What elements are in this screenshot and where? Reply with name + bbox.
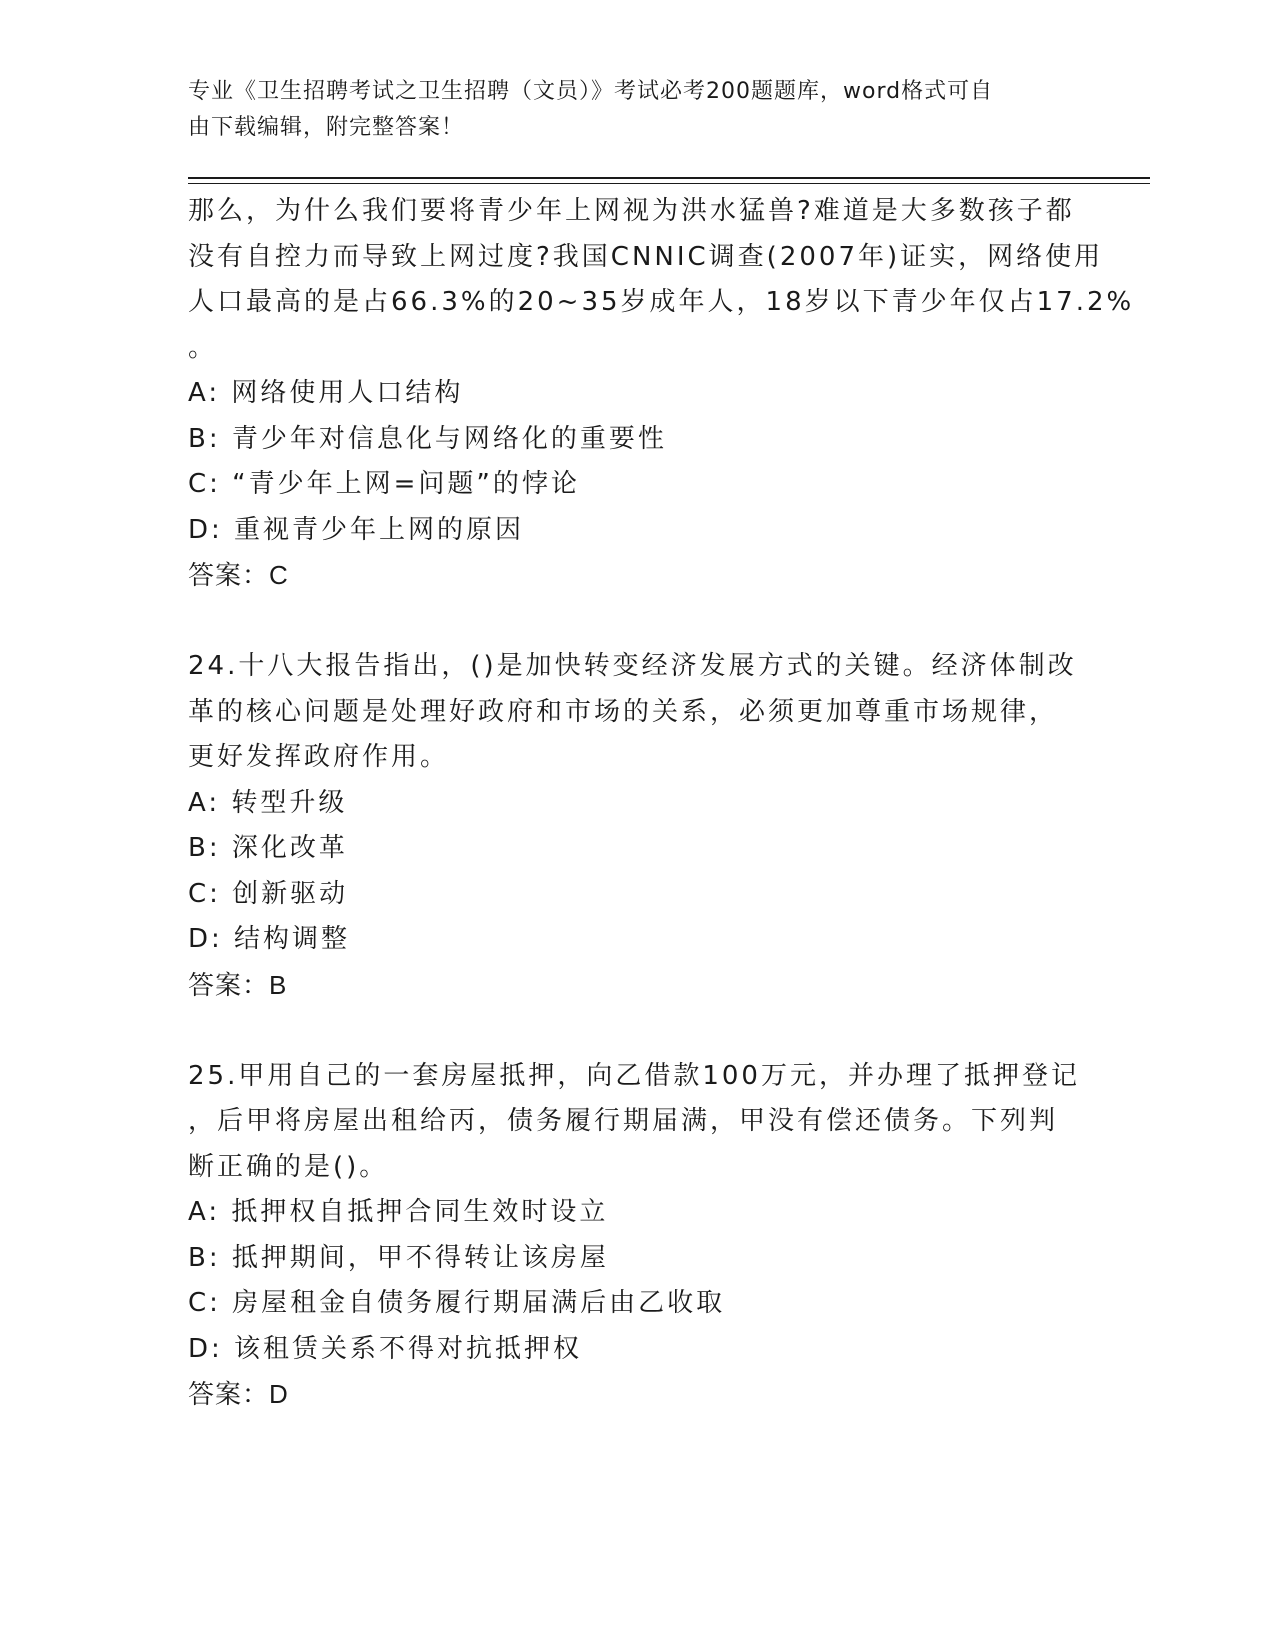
option-b: B: 深化改革 xyxy=(188,833,348,863)
question-stem-line: 那么，为什么我们要将青少年上网视为洪水猛兽?难道是大多数孩子都 xyxy=(188,196,1075,226)
answer-label: 答案：D xyxy=(188,1379,289,1409)
question-stem-line: 断正确的是()。 xyxy=(188,1151,389,1182)
question-block-23 xyxy=(188,189,1135,599)
option-b: B: 抵押期间，甲不得转让该房屋 xyxy=(188,1242,609,1273)
answer-label: 答案：C xyxy=(188,560,289,590)
question-stem-line: 25.甲用自己的一套房屋抵押，向乙借款100万元，并办理了抵押登记 xyxy=(188,1060,1080,1091)
option-d: D: 结构调整 xyxy=(188,924,351,954)
answer-label: 答案：B xyxy=(188,969,288,1000)
option-c: C: “青少年上网=问题”的悖论 xyxy=(188,469,580,499)
question-stem-line: 革的核心问题是处理好政府和市场的关系，必须更加尊重市场规律， xyxy=(188,696,1059,727)
option-a: A: 网络使用人口结构 xyxy=(188,378,464,408)
option-a: A: 抵押权自抵押合同生效时设立 xyxy=(188,1197,609,1227)
question-stem-line: 更好发挥政府作用。 xyxy=(188,742,450,772)
option-c: C: 房屋租金自债务履行期届满后由乙收取 xyxy=(188,1288,726,1318)
question-block-25 xyxy=(188,1054,1088,1418)
question-stem-line: ，后甲将房屋出租给丙，债务履行期届满，甲没有偿还债务。下列判 xyxy=(188,1106,1059,1136)
option-d: D: 该租赁关系不得对抗抵押权 xyxy=(188,1333,583,1364)
question-stem-line: 24.十八大报告指出，()是加快转变经济发展方式的关键。经济体制改 xyxy=(188,651,1077,681)
question-stem-line: 没有自控力而导致上网过度?我国CNNIC调查(2007年)证实，网络使用 xyxy=(188,241,1104,272)
question-list xyxy=(188,189,1135,1418)
option-a: A: 转型升级 xyxy=(188,787,348,818)
question-stem-line: 人口最高的是占66.3%的20~35岁成年人，18岁以下青少年仅占17.2% xyxy=(188,287,1135,317)
spacer xyxy=(188,599,1088,645)
header-divider-thin xyxy=(188,183,1150,184)
question-stem-line: 。 xyxy=(188,332,218,363)
option-c: C: 创新驱动 xyxy=(188,878,349,909)
spacer xyxy=(188,1008,1088,1054)
header-line-2: 由下载编辑，附完整答案！ xyxy=(188,115,465,140)
document-header xyxy=(188,74,1068,146)
option-d: D: 重视青少年上网的原因 xyxy=(188,514,525,545)
header-divider-thick xyxy=(188,177,1150,179)
question-block-24 xyxy=(188,644,1088,1008)
option-b: B: 青少年对信息化与网络化的重要性 xyxy=(188,423,667,454)
header-line-1: 专业《卫生招聘考试之卫生招聘（文员）》考试必考200题题库，word格式可自 xyxy=(188,79,994,104)
